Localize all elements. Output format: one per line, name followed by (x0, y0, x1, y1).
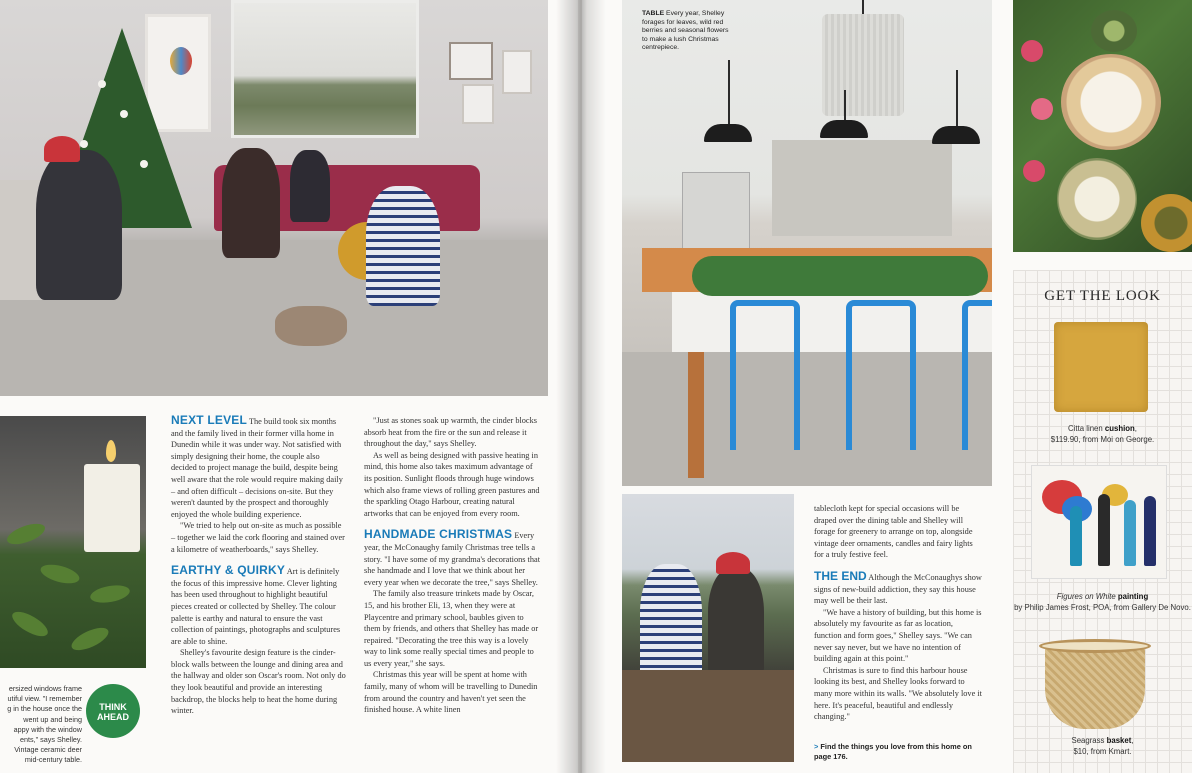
terrace-photo (622, 494, 794, 762)
article-column-2 (364, 415, 540, 716)
left-page (0, 0, 578, 773)
painting-image (1031, 465, 1167, 579)
think-ahead-badge: THINK AHEAD (86, 684, 140, 738)
floor (622, 352, 992, 486)
blue-chair (846, 300, 916, 450)
blue-chair (730, 300, 800, 450)
article-column-1 (171, 415, 347, 717)
candle (84, 464, 140, 552)
person (708, 568, 764, 678)
product-caption: Citta linen cushion, $119.90, from Moi on George. (1050, 424, 1155, 444)
glass-bowl (1091, 10, 1137, 52)
ceramic-bowl (1057, 158, 1137, 240)
red-cap (716, 552, 750, 574)
wall-frame (449, 42, 493, 80)
window-view (231, 0, 419, 138)
wall-frame (502, 50, 532, 94)
photo-caption: TABLE Every year, Shelley forages for leaves, wild red berries and seasonal flowers to make a lush Christmas centrepiece. (642, 10, 729, 52)
section-heading: THE END (814, 568, 867, 583)
photo-caption: ersized windows frame utiful view. "I remember g in the house once the went up and being appy with the window ents," says Shelley. Vintage ceramic deer mid-century table. (7, 684, 82, 765)
paragraph: tablecloth kept for special occasions will be draped over the dining table and Shelley will forage for greenery to arrange on top, alongside vintage deer ornaments, candles and fairy lights for a truly festive feel. (814, 504, 973, 560)
outdoor-table (622, 670, 794, 762)
paragraph: Shelley's favourite design feature is the cinder-block walls between the lounge and dining area and the hallway and older son Oscar's room. Not only do they look beautiful and provide an interesting backdrop, the blocks help to heat the home during winter. (171, 648, 346, 716)
paragraph: Christmas this year will be spent at home with family, many of whom will be travelling to Dunedin from around the country and haven't yet seen the finished house. A white linen (364, 670, 538, 715)
candle-flame (106, 440, 116, 462)
fridge (682, 172, 750, 250)
paragraph: "We tried to help out on-site as much as possible – together we laid the cork flooring and stained over a kilometre of weatherboards," says Shelley. (171, 521, 345, 554)
table-leg (688, 352, 704, 478)
section-heading: EARTHY & QUIRKY (171, 563, 286, 578)
get-the-look-panel (1013, 270, 1192, 773)
section-heading: NEXT LEVEL (171, 413, 248, 427)
kitchen-wall (772, 140, 952, 236)
article-column-3 (814, 503, 982, 723)
table-centrepiece (692, 256, 988, 296)
section-heading: HANDMADE CHRISTMAS (364, 527, 513, 542)
person (640, 564, 702, 684)
cat (275, 306, 347, 346)
person (36, 150, 122, 300)
person (222, 148, 280, 258)
drum-pendant (822, 14, 904, 116)
paragraph: THE END Although the McConaughys show signs of new-build addiction, they say this house may well be their last. (814, 568, 982, 606)
red-cap (44, 136, 80, 162)
food-table-photo (1013, 0, 1192, 252)
candle-centrepiece-photo (0, 416, 146, 668)
more-link[interactable]: > Find the things you love from this home on page 176. (814, 742, 972, 761)
cushion-image (1054, 322, 1148, 412)
paragraph: "Just as stones soak up warmth, the cinder blocks absorb heat from the fire or the sun and release it throughout the day," says Shelley. (364, 416, 537, 449)
dining-room-photo (622, 0, 992, 486)
paragraph: "We have a history of building, but this home is absolutely my favourite as far as location, function and form goes," Shelley says. "We can never say never, but we have no intention of building again at this point." (814, 607, 982, 664)
blue-chair (962, 300, 992, 450)
wall-frame (462, 84, 494, 124)
paragraph: Christmas is sure to find this harbour house looking its best, and Shelley looks forward to many more within its walls. "We absolutely love it here. It's peaceful, beautiful and endlessly changing." (814, 665, 982, 722)
pavlova-plate (1061, 54, 1161, 150)
panel-title: GET THE LOOK (1044, 288, 1161, 304)
dining-table (672, 292, 992, 352)
paragraph: As well as being designed with passive heating in mind, this home also takes maximum advantage of its position. Sunlight floods through huge windows which also frame views of rolling green pastures and the sparkling Otago Harbour, creating natural artworks that can be enjoyed from every room. (364, 450, 540, 518)
paragraph: HANDMADE CHRISTMAS Every year, the McConaughy family Christmas tree tells a story. "I have some of my grandma's decorations that she handmade and I love that we think about her every year when we decorate the tree," says Shelley. (364, 527, 540, 587)
pendant-lamp (704, 124, 752, 142)
pendant-lamp (932, 126, 980, 144)
paragraph: EARTHY & QUIRKY Art is definitely the focus of this impressive home. Clever lighting has been used throughout to highlight beautiful pieces created or collected by Shelley. The colour palette is earthy and natural to ensure the vast collection of paintings, photographs and sculptures are able to shine. (171, 563, 341, 646)
paragraph: The family also treasure trinkets made by Oscar, 15, and his brother Eli, 13, when they were at Playcentre and primary school, baubles given to them by friends, and others that Shelley has made or repaired. "Decorating the tree this way is a lovely way to link some really special times and people to us every year," she says. (364, 589, 539, 668)
living-room-photo (0, 0, 548, 396)
person (366, 186, 440, 306)
arrow-icon: > (814, 742, 819, 751)
paragraph: NEXT LEVEL The build took six months and the family lived in their former villa home in Dunedin while it was under way. Not satisfied with simply designing their home, the couple also decided to project manage the build, despite being well aware that the role would require making daily – and often difficult – decisions on-site. But they weren't daunted by the prospect and thoroughly enjoyed the whole building experience. (171, 413, 343, 519)
product-caption: Figures on White painting by Philip James Frost, POA, from Gallery De Novo. (1014, 592, 1191, 612)
basket-image (1039, 625, 1151, 729)
ceramic-bowl (1141, 194, 1192, 252)
product-caption: Seagrass basket, $10, from Kmart. (1071, 736, 1134, 756)
pendant-lamp (820, 120, 868, 138)
person (290, 150, 330, 222)
